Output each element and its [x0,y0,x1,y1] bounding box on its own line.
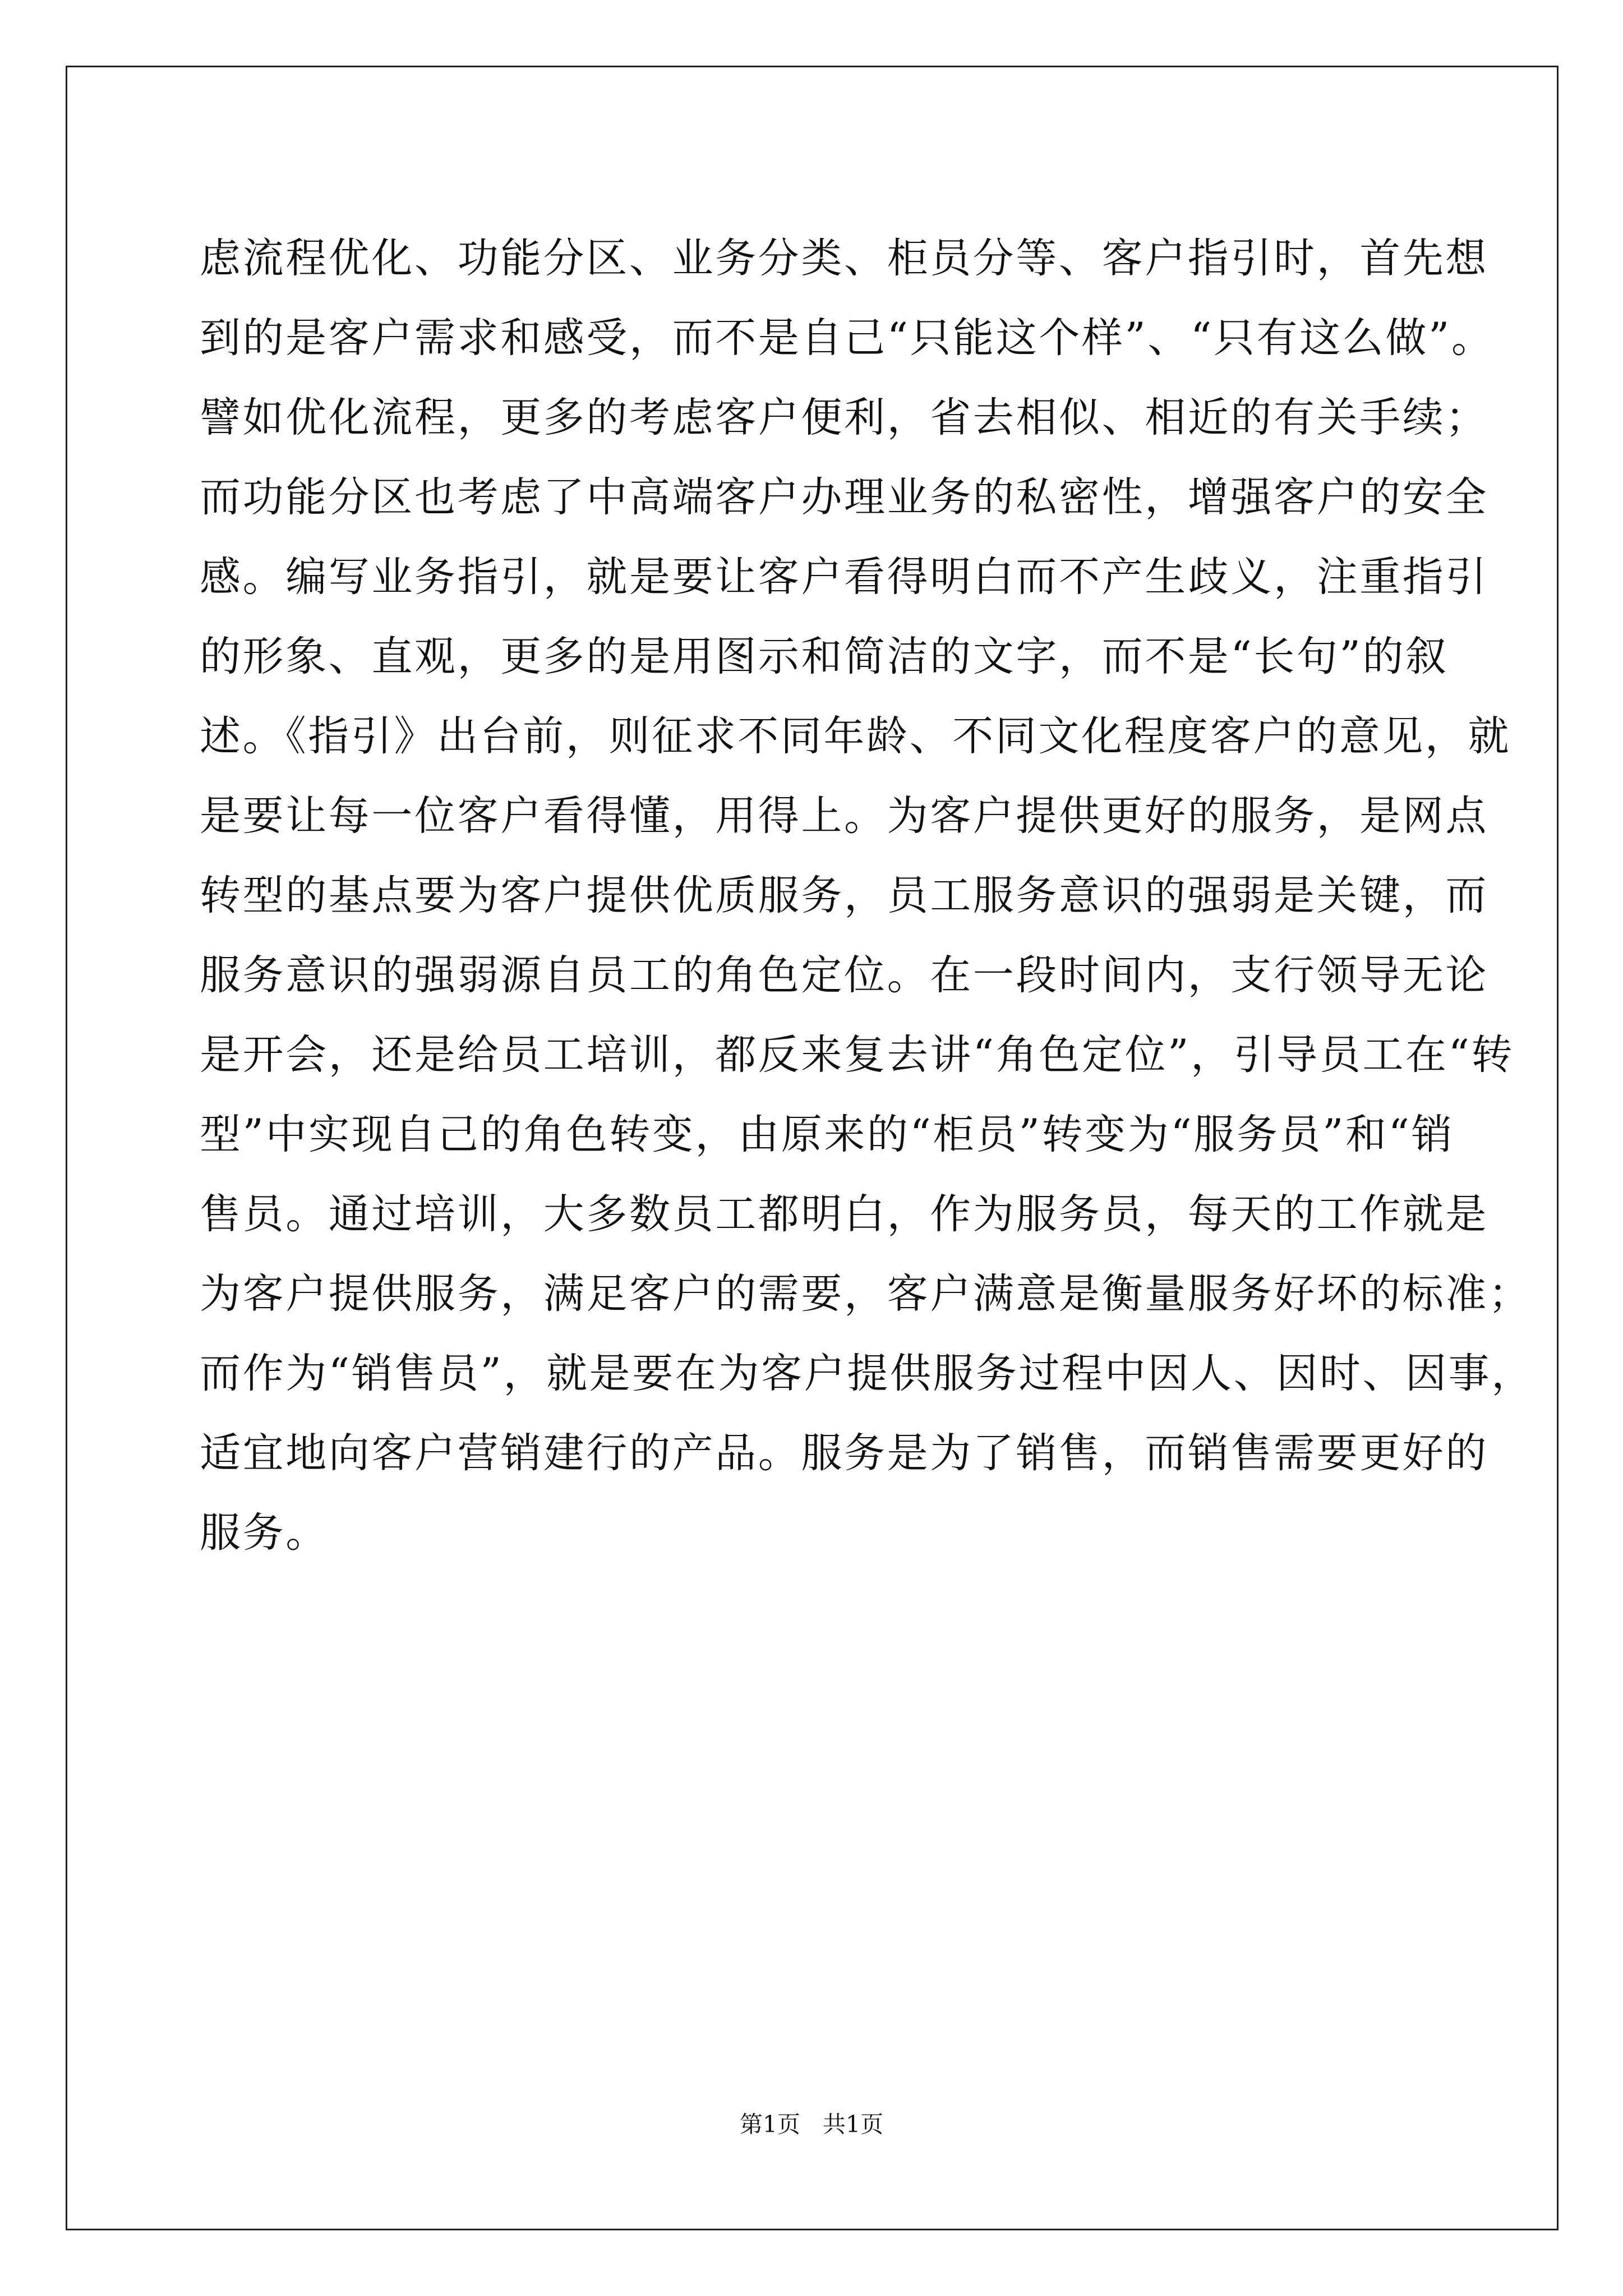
text-line-4: 而功能分区也考虑了中高端客户办理业务的私密性，增强客户的安全 [200,473,1488,521]
text-line-8: 是要让每一位客户看得懂，用得上。为客户提供更好的服务，是网点 [200,792,1488,840]
text-line-10: 服务意识的强弱源自员工的角色定位。在一段时间内，支行领导无论 [200,951,1488,999]
text-line-11: 是开会，还是给员工培训，都反来复去讲“角色定位”，引导员工在“转 [200,1031,1515,1079]
document-body [200,219,1534,1573]
text-line-14: 为客户提供服务，满足客户的需要，客户满意是衡量服务好坏的标准； [200,1270,1532,1318]
text-line-13: 售员。通过培训，大多数员工都明白，作为服务员，每天的工作就是 [200,1190,1488,1238]
text-line-7: 述。《指引》出台前，则征求不同年龄、不同文化程度客户的意见，就 [200,712,1511,760]
text-line-17: 服务。 [200,1509,329,1557]
text-line-6: 的形象、直观，更多的是用图示和简洁的文字，而不是“长句”的叙 [200,633,1449,680]
page-number-current: 第1页 [739,2111,800,2138]
text-line-15: 而作为“销售员”，就是要在为客户提供服务过程中因人、因时、因事， [200,1350,1534,1397]
text-line-12: 型”中实现自己的角色转变，由原来的“柜员”转变为“服务员”和“销 [200,1111,1455,1158]
text-line-5: 感。编写业务指引，就是要让客户看得明白而不产生歧义，注重指引 [200,553,1488,601]
page-number-total: 共1页 [823,2111,884,2138]
text-line-9: 转型的基点要为客户提供优质服务，员工服务意识的强弱是关键，而 [200,872,1488,919]
text-line-1: 虑流程优化、功能分区、业务分类、柜员分等、客户指引时，首先想 [200,234,1488,282]
text-line-3: 譬如优化流程，更多的考虑客户便利，省去相似、相近的有关手续； [200,394,1488,441]
text-line-16: 适宜地向客户营销建行的产品。服务是为了销售，而销售需要更好的 [200,1429,1488,1477]
page-footer [0,2110,1623,2138]
text-line-2: 到的是客户需求和感受，而不是自己“只能这个样”、“只有这么做”。 [200,314,1495,362]
